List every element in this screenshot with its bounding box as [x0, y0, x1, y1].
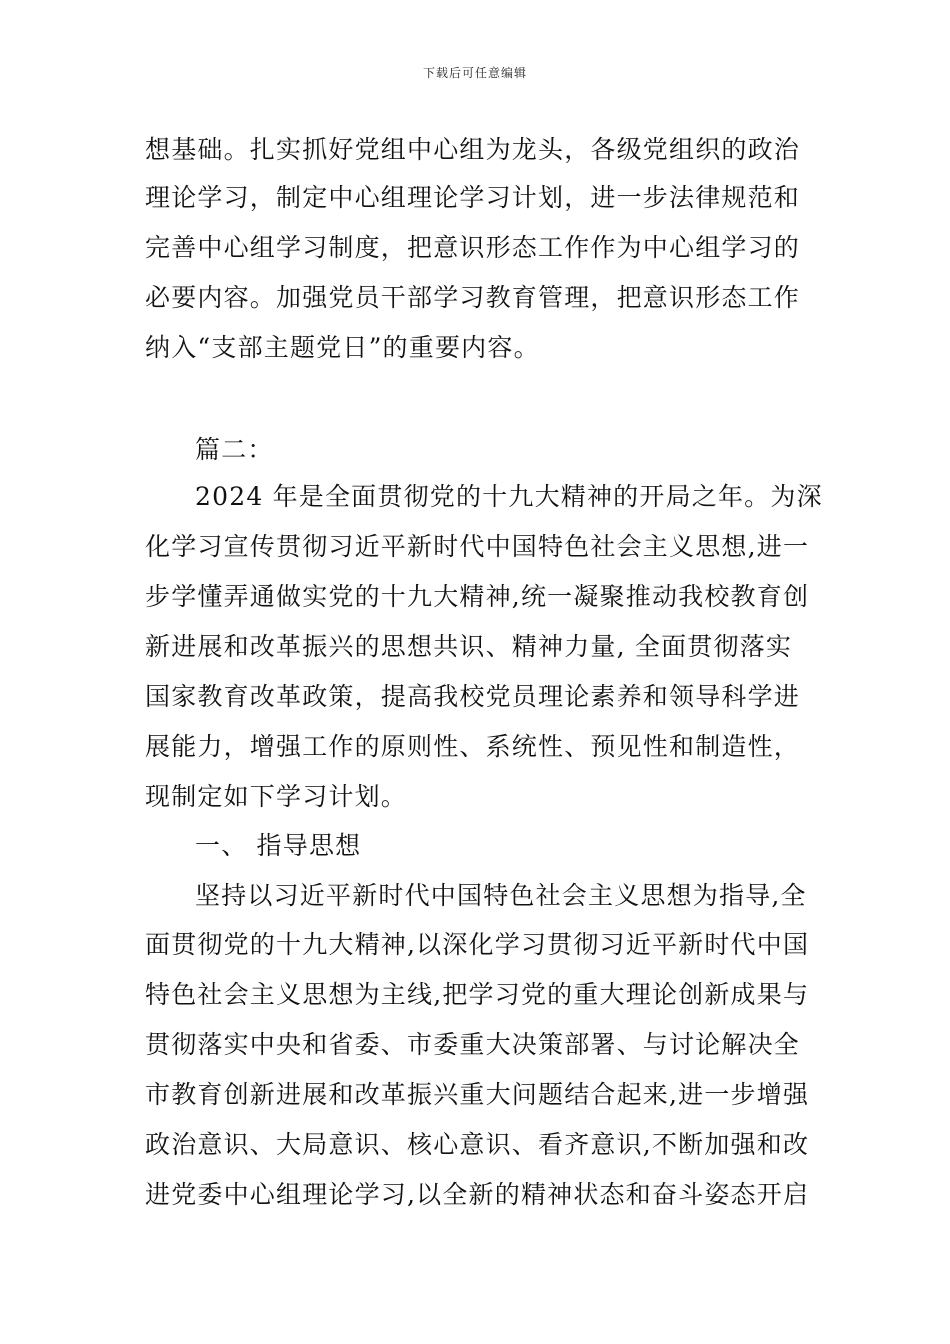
paragraph-2-line: 展能力，增强工作的原则性、系统性、预见性和制造性，: [145, 732, 801, 761]
paragraph-3-line: 贯彻落实中央和省委、市委重大决策部署、与讨论解决全: [145, 1030, 801, 1059]
paragraph-3-line: 进党委中心组理论学习,以全新的精神状态和奋斗姿态开启: [145, 1180, 810, 1209]
paragraph-3-line: 坚持以习近平新时代中国特色社会主义思想为指导,全: [195, 881, 807, 910]
paragraph-3-line: 政治意识、大局意识、核心意识、看齐意识,不断加强和改: [145, 1130, 810, 1159]
paragraph-2-line: 2024 年是全面贯彻党的十九大精神的开局之年。为深: [195, 482, 823, 511]
paragraph-3-line: 特色社会主义思想为主线,把学习党的重大理论创新成果与: [145, 980, 810, 1009]
paragraph-3-line: 市教育创新进展和改革振兴重大问题结合起来,进一步增强: [145, 1080, 810, 1109]
paragraph-2-line: 新进展和改革振兴的思想共识、精神力量, 全面贯彻落实: [145, 632, 793, 661]
paragraph-1-line: 必要内容。加强党员干部学习教育管理，把意识形态工作: [145, 283, 801, 312]
paragraph-3-line: 面贯彻党的十九大精神,以深化学习贯彻习近平新时代中国: [145, 930, 810, 959]
paragraph-2-line: 步学懂弄通做实党的十九大精神,统一凝聚推动我校教育创: [145, 582, 810, 611]
heading-guiding-thought: 一、 指导思想: [195, 831, 362, 860]
paragraph-1-line: 纳入“支部主题党日”的重要内容。: [145, 333, 540, 362]
section-title: 篇二：: [195, 435, 274, 464]
paragraph-2-line: 化学习宣传贯彻习近平新时代中国特色社会主义思想,进一: [145, 532, 810, 561]
paragraph-1-line: 完善中心组学习制度，把意识形态工作作为中心组学习的: [145, 233, 801, 262]
paragraph-1-line: 理论学习，制定中心组理论学习计划，进一步法律规范和: [145, 183, 801, 212]
paragraph-2-line: 国家教育改革政策，提高我校党员理论素养和领导科学进: [145, 682, 801, 711]
paragraph-2-line: 现制定如下学习计划。: [145, 782, 408, 811]
page-header: 下载后可任意编辑: [422, 66, 527, 80]
paragraph-1-line: 想基础。扎实抓好党组中心组为龙头，各级党组织的政治: [145, 135, 801, 164]
